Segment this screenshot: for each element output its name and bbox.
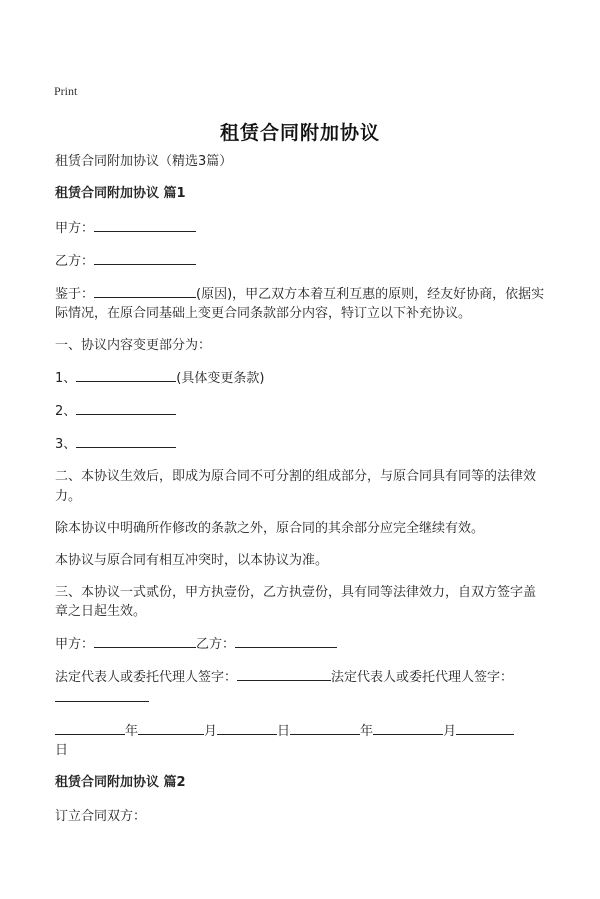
item-2-line: [55, 401, 545, 422]
rep-sign-b-label: 法定代表人或委托代理人签字：: [331, 670, 514, 685]
clause1-heading: 一、协议内容变更部分为：: [55, 338, 212, 353]
whereas-paragraph: [55, 284, 545, 324]
party-b-blank: [94, 251, 196, 265]
section2-heading: 租赁合同附加协议 篇2: [55, 775, 186, 790]
intro-line: 租赁合同附加协议（精选3篇）: [55, 154, 233, 169]
year-b-blank: [290, 721, 360, 735]
whereas-blank: [94, 284, 196, 298]
year-b-label: 年: [360, 723, 374, 739]
date-line: [55, 721, 545, 761]
clause-conflict-paragraph: 本协议与原合同有相互冲突时，以本协议为准。: [55, 552, 329, 568]
month-a-label: 月: [204, 723, 218, 739]
sign-party-a-blank: [94, 634, 196, 648]
year-a-label: 年: [125, 723, 139, 739]
rep-sign-line: [55, 667, 545, 708]
party-b-label: 乙方：: [55, 253, 95, 269]
sign-party-b-label: 乙方：: [196, 637, 236, 652]
party-a-line: [55, 218, 545, 239]
rep-sign-b-blank: [55, 688, 149, 702]
party-a-blank: [94, 218, 196, 232]
item-3-line: [55, 434, 545, 455]
item-3-blank: [76, 434, 176, 448]
party-b-line: [55, 251, 545, 272]
document-title: 租赁合同附加协议: [219, 122, 380, 144]
party-a-label: 甲方：: [55, 220, 95, 236]
whereas-label: 鉴于：: [55, 286, 95, 302]
day-a-label: 日: [277, 723, 291, 739]
item-1-label: 1、: [55, 371, 77, 386]
section1-heading: 租赁合同附加协议 篇1: [55, 186, 186, 201]
clause-except-paragraph: 除本协议中明确所作修改的条款之外，原合同的其余部分应完全继续有效。: [55, 520, 485, 536]
clause2-paragraph: 二、本协议生效后，即成为原合同不可分割的组成部分，与原合同具有同等的法律效力。: [55, 469, 537, 504]
day-b-blank: [456, 721, 514, 735]
month-b-blank: [373, 721, 443, 735]
day-a-blank: [217, 721, 277, 735]
item-2-label: 2、: [55, 404, 77, 419]
year-a-blank: [55, 721, 125, 735]
document-body: [55, 152, 545, 839]
rep-sign-a-blank: [237, 667, 331, 681]
month-a-blank: [138, 721, 204, 735]
section2-parties-line: 订立合同双方：: [55, 808, 147, 824]
sign-parties-line: [55, 634, 545, 655]
item-1-blank: [76, 368, 176, 382]
sign-party-b-blank: [235, 634, 337, 648]
sign-party-a-label: 甲方：: [55, 637, 95, 652]
month-b-label: 月: [443, 723, 457, 739]
item-1-suffix: (具体变更条款): [176, 371, 265, 386]
day-b-label: 日: [55, 743, 69, 758]
print-link[interactable]: Print: [54, 84, 78, 98]
item-3-label: 3、: [55, 437, 77, 452]
item-2-blank: [76, 401, 176, 415]
rep-sign-a-label: 法定代表人或委托代理人签字：: [55, 670, 238, 685]
item-1-line: [55, 368, 545, 389]
whereas-text: (原因)，甲乙双方本着互利互惠的原则，经友好协商，依据实际情况，在原合同基础上变更合同条款部分内容，特订立以下补充协议。: [55, 286, 545, 321]
clause3-paragraph: 三、本协议一式贰份，甲方执壹份，乙方执壹份，具有同等法律效力，自双方签字盖章之日起生效。: [55, 584, 537, 619]
